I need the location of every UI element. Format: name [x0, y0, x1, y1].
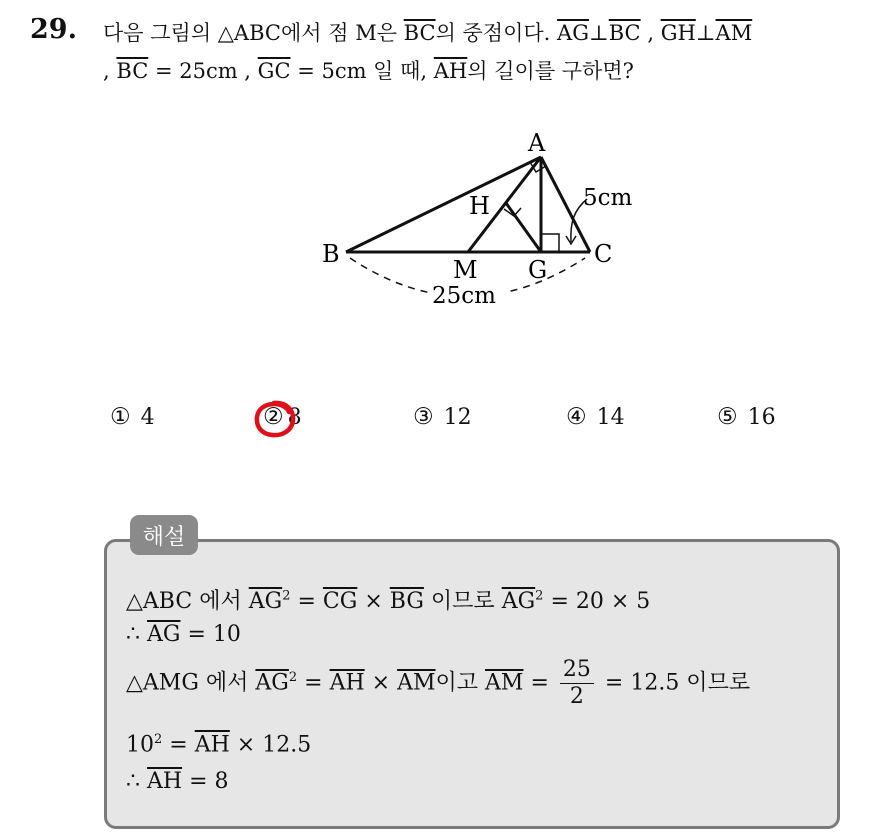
therefore-symbol: ∴ [126, 622, 140, 647]
segment-gh-line [506, 203, 541, 252]
label-b: B [322, 240, 340, 268]
bc-length-label: 25cm [432, 283, 496, 309]
label-a: A [528, 129, 546, 157]
segment-am: $\overline{AM}$ [485, 670, 524, 696]
choice-value: 8 [287, 405, 302, 430]
exponent: 2 [535, 588, 544, 604]
exponent: 2 [282, 588, 291, 604]
comma: , [103, 59, 110, 83]
choice-5[interactable] [717, 404, 776, 430]
choice-1[interactable] [110, 404, 155, 430]
segment-gc: $\overline{GC}$ [257, 59, 291, 83]
bc-value: = 25cm , [154, 59, 251, 83]
segment-ah: $\overline{AH}$ [147, 769, 183, 794]
choice-4[interactable] [566, 404, 625, 430]
text: = [297, 589, 316, 614]
segment-ag: $\overline{AG}$ [501, 589, 536, 614]
choice-value: 4 [140, 405, 155, 430]
segment-ag: $\overline{AG}$ [255, 670, 289, 696]
label-g: G [528, 256, 548, 284]
segment-bc: $\overline{BC}$ [403, 21, 436, 45]
segment-bc: $\overline{BC}$ [116, 59, 149, 83]
choice-marker: ⑤ [717, 404, 738, 430]
choice-value: 14 [596, 405, 625, 430]
selection-circle-icon [250, 398, 300, 440]
segment-ah: $\overline{AH}$ [433, 59, 468, 83]
question-intro: 다음 그림의 △ABC에서 점 M은 [103, 21, 397, 45]
segment-bc: $\overline{BC}$ [608, 21, 641, 45]
exponent: 2 [288, 670, 298, 686]
text: = 10 [187, 622, 241, 647]
text: × [371, 670, 391, 696]
segment-bg: $\overline{BG}$ [389, 589, 424, 614]
choice-marker: ④ [566, 404, 587, 430]
denominator: 2 [569, 684, 584, 709]
perp-symbol: ⊥ [695, 21, 716, 45]
text: × 12.5 [236, 732, 312, 758]
choice-value: 12 [443, 405, 472, 430]
right-angle-mark-g [541, 234, 559, 252]
text: = 12.5 이므로 [604, 670, 751, 696]
gc-length-label: 5cm [583, 185, 633, 211]
choice-marker: ① [110, 404, 131, 430]
therefore-symbol: ∴ [126, 769, 140, 794]
text: = [169, 732, 188, 758]
explanation-line-3 [126, 657, 750, 710]
choice-3[interactable] [413, 404, 472, 430]
exponent: 2 [154, 732, 163, 747]
segment-ab-line [346, 157, 541, 252]
choice-marker: ③ [413, 404, 434, 430]
text: = [530, 670, 549, 696]
text: × [364, 589, 383, 614]
text: △ABC 에서 [126, 589, 242, 614]
explanation-line-4 [126, 732, 311, 757]
text: 이고 [435, 670, 479, 696]
segment-ah: $\overline{AH}$ [194, 732, 230, 758]
explanation-tag: 해설 [130, 515, 198, 555]
numerator: 25 [560, 657, 594, 684]
fraction [560, 657, 594, 710]
segment-ah: $\overline{AH}$ [329, 670, 365, 696]
label-m: M [453, 256, 478, 284]
text: △AMG 에서 [126, 670, 249, 696]
label-c: C [594, 240, 613, 268]
segment-ag: $\overline{AG}$ [147, 622, 181, 647]
choice-marker: ② [263, 404, 284, 430]
question-number: 29. [30, 14, 77, 45]
text: = 8 [189, 769, 229, 794]
segment-ag: $\overline{AG}$ [557, 21, 589, 45]
segment-am: $\overline{AM}$ [397, 670, 436, 696]
segment-gh: $\overline{GH}$ [660, 21, 696, 45]
segment-ag: $\overline{AG}$ [248, 589, 283, 614]
segment-cg: $\overline{CG}$ [322, 589, 358, 614]
explanation-line-2 [126, 622, 241, 647]
label-h: H [469, 192, 490, 220]
question-mid: 의 중점이다. [435, 21, 551, 45]
text: 이므로 [430, 589, 495, 614]
perp-symbol: ⊥ [588, 21, 609, 45]
comma: , [647, 21, 654, 45]
text: = [304, 670, 323, 696]
question-tail: 의 길이를 구하면? [467, 59, 634, 83]
triangle-figure [0, 0, 884, 340]
text: = 20 × 5 [550, 589, 651, 614]
text: 10 [126, 732, 154, 758]
segment-am: $\overline{AM}$ [715, 21, 753, 45]
explanation-line-5 [126, 769, 229, 794]
gc-value: = 5cm 일 때, [297, 59, 428, 83]
choice-value: 16 [747, 405, 776, 430]
explanation-line-1 [126, 584, 650, 615]
